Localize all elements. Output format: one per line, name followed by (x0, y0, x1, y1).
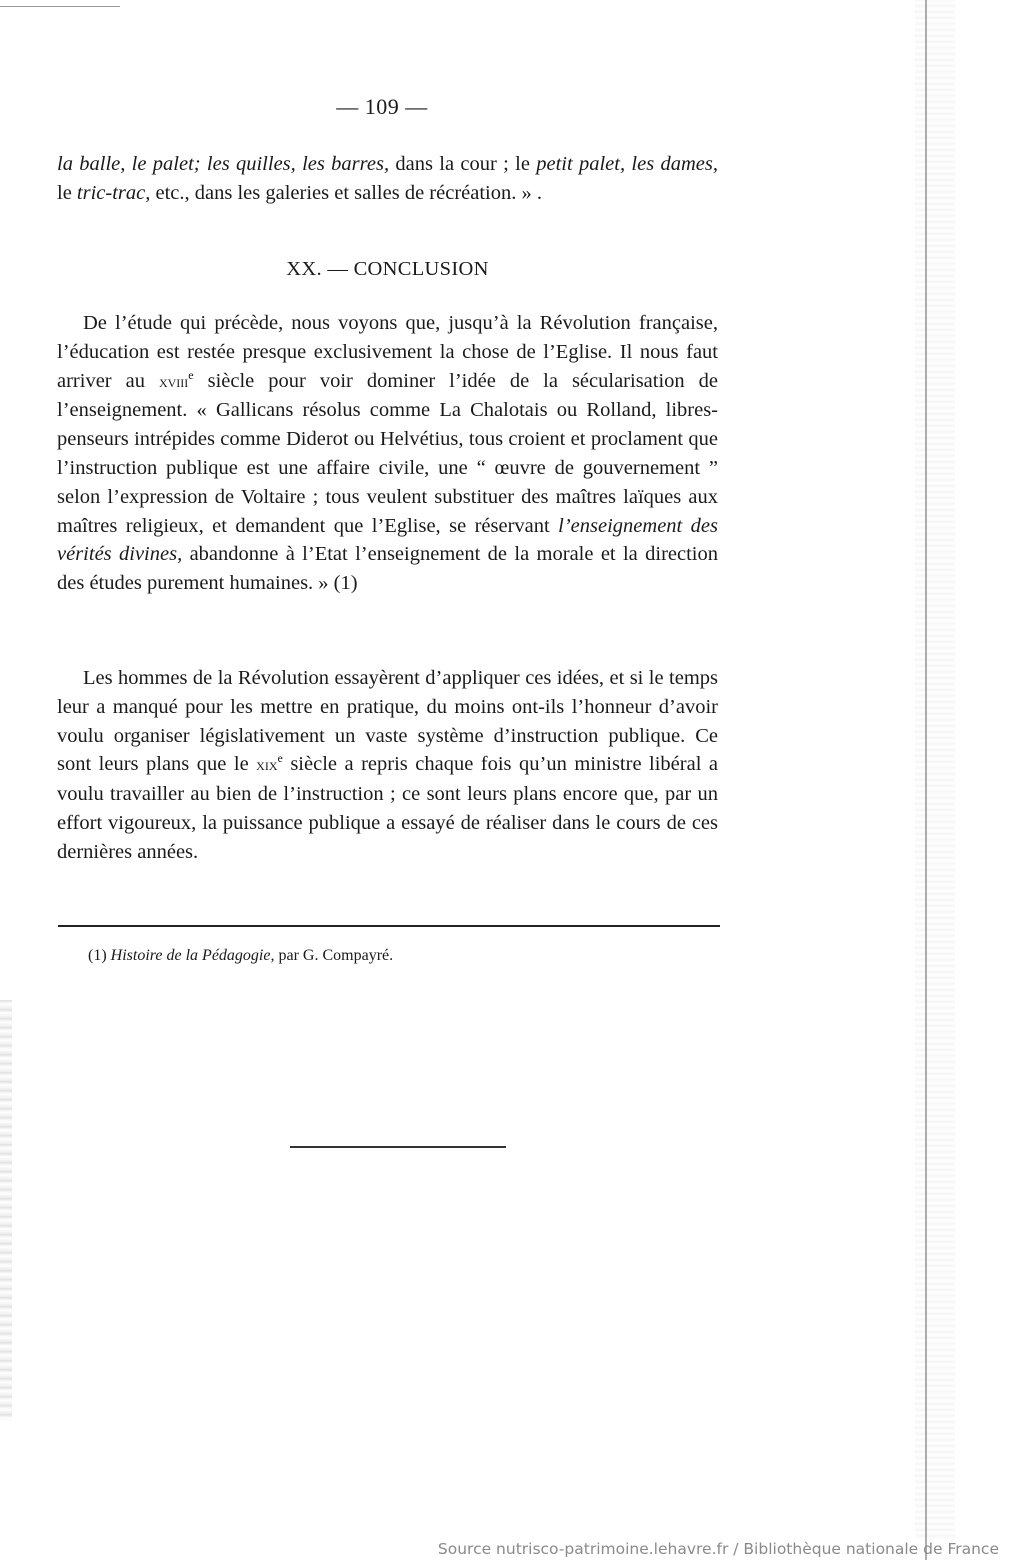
p1-italic: l’enseignement des vérités divines, (57, 514, 718, 566)
continued-text-1: dans la cour ; le (389, 153, 537, 175)
p2-century-sup: e (277, 751, 283, 766)
continued-text-2: le (57, 181, 77, 204)
footnote (88, 945, 708, 967)
paragraph-conclusion-2 (57, 664, 718, 867)
continued-italic-3: tric-trac, (76, 181, 151, 204)
p1-text-1: De l’étude qui précède, nous voyons que, jusqu’à la Révolution française, l’éducation est restée presque exclusivement la chose de l’Eglise. Il nous faut arriver au (57, 312, 718, 392)
scan-gutter-line (925, 0, 927, 1560)
p1-text-2: siècle pour voir dominer l’idée de la sécularisation de l’enseignement. « Gallicans résolus comme La Chalotais ou Rolland, libres-penseurs intrépides comme Diderot ou Helvétius, tous croient et proclament que l’instruction publique est une affaire civile, une “ œuvre de gouvernement ” selon l’expression de Voltaire ; tous veulent substituer des maîtres laïques aux maîtres religieux, et demandent que l’Eglise, se réservant (57, 369, 718, 537)
continued-paragraph (57, 150, 718, 208)
section-heading: XX. — CONCLUSION (286, 258, 489, 280)
p1-century: xviii (158, 371, 189, 391)
footnote-divider (58, 925, 720, 927)
footnote-title: Histoire de la Pédagogie, (110, 947, 275, 964)
p2-text-1: Les hommes de la Révolution essayèrent d’appliquer ces idées, et si le temps leur a manqué pour les mettre en pratique, du moins ont-ils l’honneur d’avoir voulu organiser législativement un vaste système d’instruction publique. Ce sont leurs plans que le (57, 667, 718, 776)
paragraph-conclusion-1 (57, 309, 718, 598)
scan-edge-right (915, 0, 955, 1540)
footnote-author: par G. Compayré. (274, 947, 394, 964)
page-number: — 109 — (336, 94, 428, 119)
source-attribution: Source nutrisco-patrimoine.lehavre.fr / Bibliothèque nationale de France (437, 1540, 999, 1558)
continued-italic-1: la balle, le palet; les quilles, les barres, (57, 153, 390, 175)
continued-italic-2: petit palet, les dames, (536, 153, 718, 175)
p2-text-2: siècle a repris chaque fois qu’un ministre libéral a voulu travailler au bien de l’instruction ; ce sont leurs plans encore que, par un effort vigoureux, la puissance publique a essayé de réaliser dans le cours de ces dernières années. (57, 753, 718, 863)
p1-century-sup: e (188, 367, 194, 382)
scan-edge-left (0, 1000, 12, 1420)
p2-century: xix (256, 755, 278, 775)
scan-artifact-top (0, 6, 120, 7)
p1-text-3: abandonne à l’Etat l’enseignement de la morale et la direction des études purement humaines. » (1) (57, 543, 718, 595)
continued-text-3: etc., dans les galeries et salles de récréation. » . (150, 181, 542, 204)
footnote-marker: (1) (88, 947, 111, 964)
end-of-text-rule (290, 1146, 506, 1148)
